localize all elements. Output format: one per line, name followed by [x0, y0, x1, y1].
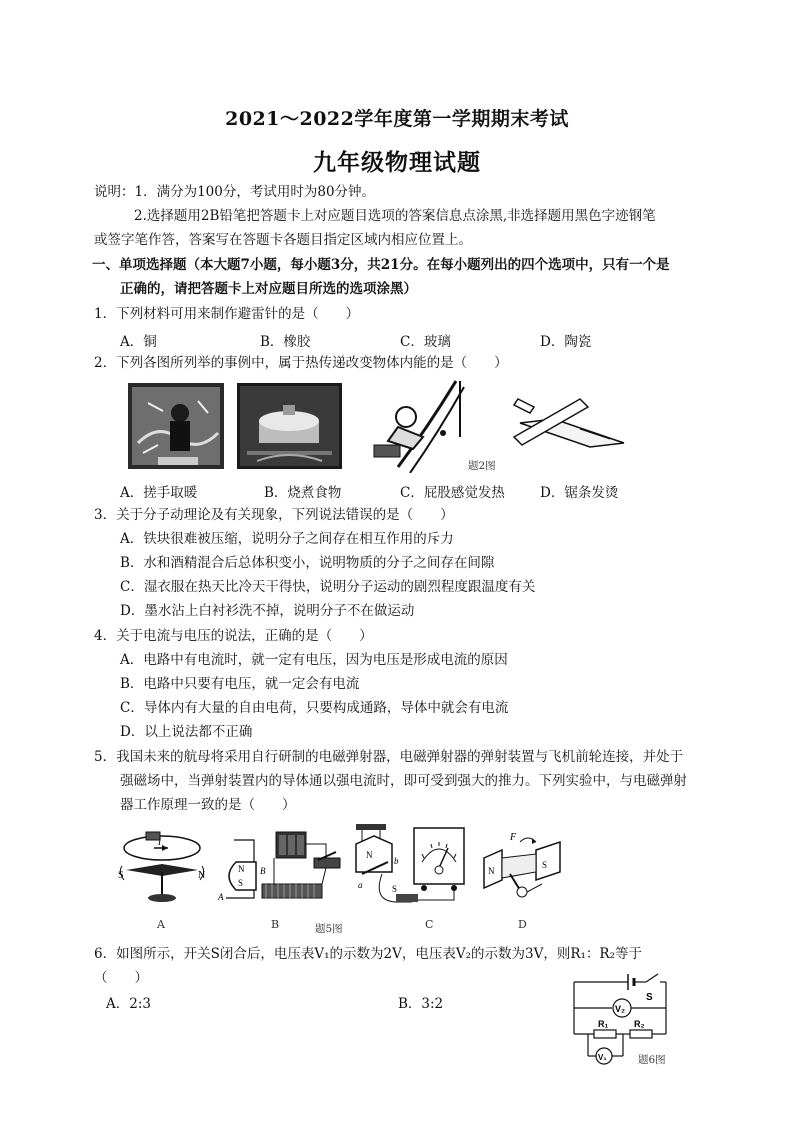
q2-figure-a-rubbing-hands [128, 383, 224, 469]
question-4-stem: 4．关于电流与电压的说法，正确的是（ ） [94, 628, 373, 644]
q6-v1-label: V₁ [598, 1053, 607, 1062]
section-heading-1: 一、单项选择题（本大题7小题，每小题3分，共21分。在每小题列出的四个选项中，只有一个是 [92, 257, 670, 273]
q5-b-point-b-label: B [260, 866, 266, 876]
q6-figure-caption: 题6图 [638, 1054, 666, 1066]
q6-v2-label: V₂ [615, 1004, 626, 1014]
question-5-stem-2: 强磁场中，当弹射装置内的导体通以强电流时，即可受到强大的推力。下列实验中，与电磁弹射 [120, 773, 687, 789]
q6-r1-label: R₁ [598, 1019, 609, 1029]
q5-a-north-label: N [198, 870, 206, 881]
question-2-stem: 2．下列各图所列举的事例中，属于热传递改变物体内能的是（ ） [94, 355, 508, 371]
q3-option-c: C．湿衣服在热天比冷天干得快，说明分子运动的剧烈程度跟温度有关 [120, 579, 536, 595]
q5-figure-b-electromagnet [214, 828, 350, 908]
q2-figure-c-slide [368, 377, 468, 473]
q6-switch-label: S [646, 992, 653, 1003]
q2-figure-b-cooking-food [237, 383, 342, 469]
q3-option-d: D．墨水沾上白衬衫洗不掉，说明分子不在做运动 [120, 603, 415, 619]
q4-option-b: B．电路中只要有电压，就一定会有电流 [120, 676, 360, 692]
q5-d-south-label: S [542, 860, 548, 870]
q5-label-d: D [518, 918, 527, 931]
q6-r2-label: R₂ [634, 1019, 645, 1029]
q5-b-south-label: S [238, 878, 244, 888]
question-3-stem: 3．关于分子动理论及有关现象，下列说法错误的是（ ） [94, 507, 454, 523]
q4-option-a: A．电路中有电流时，就一定有电压，因为电压是形成电流的原因 [120, 652, 508, 668]
instruction-line-3: 或签字笔作答，答案写在答题卡各题目指定区域内相应位置上。 [94, 232, 472, 248]
question-6-stem-2: （ ） [94, 970, 148, 986]
question-2-options [120, 481, 720, 501]
q2-figure-d-saw [510, 393, 630, 455]
q4-option-d: D．以上说法都不正确 [120, 724, 253, 740]
q4-option-c: C．导体内有大量的自由电荷，只要构成通路，导体中就会有电流 [120, 700, 509, 716]
q5-b-north-label: N [238, 864, 245, 874]
q5-c-north-label: N [366, 850, 373, 860]
q3-option-a: A．铁块很难被压缩，说明分子之间存在相互作用的斥力 [120, 531, 454, 547]
q5-d-north-label: N [488, 866, 495, 876]
q6-option-b: B．3:2 [398, 996, 444, 1012]
q5-c-point-a-label: a [358, 880, 363, 890]
q5-d-force-label: F [510, 832, 517, 843]
q5-figure-c-induction [352, 822, 472, 910]
q2-option-b: B．烧煮食物 [264, 485, 342, 501]
question-6-stem-1: 6．如图所示，开关S闭合后，电压表V₁的示数为2V，电压表V₂的示数为3V，则R₁：R₂等于 [94, 946, 642, 962]
q5-figure-d-motor [480, 828, 568, 908]
q5-c-switch-label: S [392, 884, 398, 894]
q2-option-c: C．屁股感觉发热 [400, 485, 505, 501]
exam-subtitle: 九年级物理试题 [313, 149, 481, 176]
q5-label-c: C [425, 918, 434, 931]
q5-label-b: B [271, 918, 280, 931]
q6-option-a: A．2:3 [106, 996, 151, 1012]
q5-c-point-b-label: b [394, 856, 399, 866]
q1-option-d: D．陶瓷 [540, 334, 592, 350]
instruction-line-2: 2.选择题用2B铅笔把答题卡上对应题目选项的答案信息点涂黑,非选择题用黑色字迹钢笔 [134, 208, 656, 224]
q2-option-d: D．锯条发烫 [540, 485, 619, 501]
q2-option-a: A．搓手取暖 [120, 485, 198, 501]
q5-figure-caption: 题5图 [315, 923, 343, 935]
q5-a-south-label: S [118, 870, 124, 881]
q1-option-b: B．橡胶 [260, 334, 311, 350]
q5-figure-a-oersted [112, 826, 212, 906]
q5-a-current-label: I [158, 837, 161, 847]
section-heading-2: 正确的，请把答题卡上对应题目所选的选项涂黑） [120, 281, 417, 297]
q5-label-a: A [157, 918, 165, 931]
q2-figure-caption: 题2图 [468, 460, 496, 472]
exam-title: 2021～2022学年度第一学期期末考试 [225, 108, 569, 130]
q5-b-point-a-label: A [218, 892, 224, 902]
q1-option-a: A．铜 [120, 334, 157, 350]
question-1-stem: 1．下列材料可用来制作避雷针的是（ ） [94, 306, 360, 322]
question-5-stem-3: 器工作原理一致的是（ ） [120, 797, 296, 813]
q3-option-b: B．水和酒精混合后总体积变小，说明物质的分子之间存在间隙 [120, 555, 495, 571]
question-1-options [120, 330, 720, 350]
q1-option-c: C．玻璃 [400, 334, 451, 350]
question-5-stem-1: 5．我国未来的航母将采用自行研制的电磁弹射器，电磁弹射器的弹射装置与飞机前轮连接，并处于 [94, 749, 684, 765]
instruction-line-1: 说明：1．满分为100分，考试用时为80分钟。 [94, 184, 376, 200]
